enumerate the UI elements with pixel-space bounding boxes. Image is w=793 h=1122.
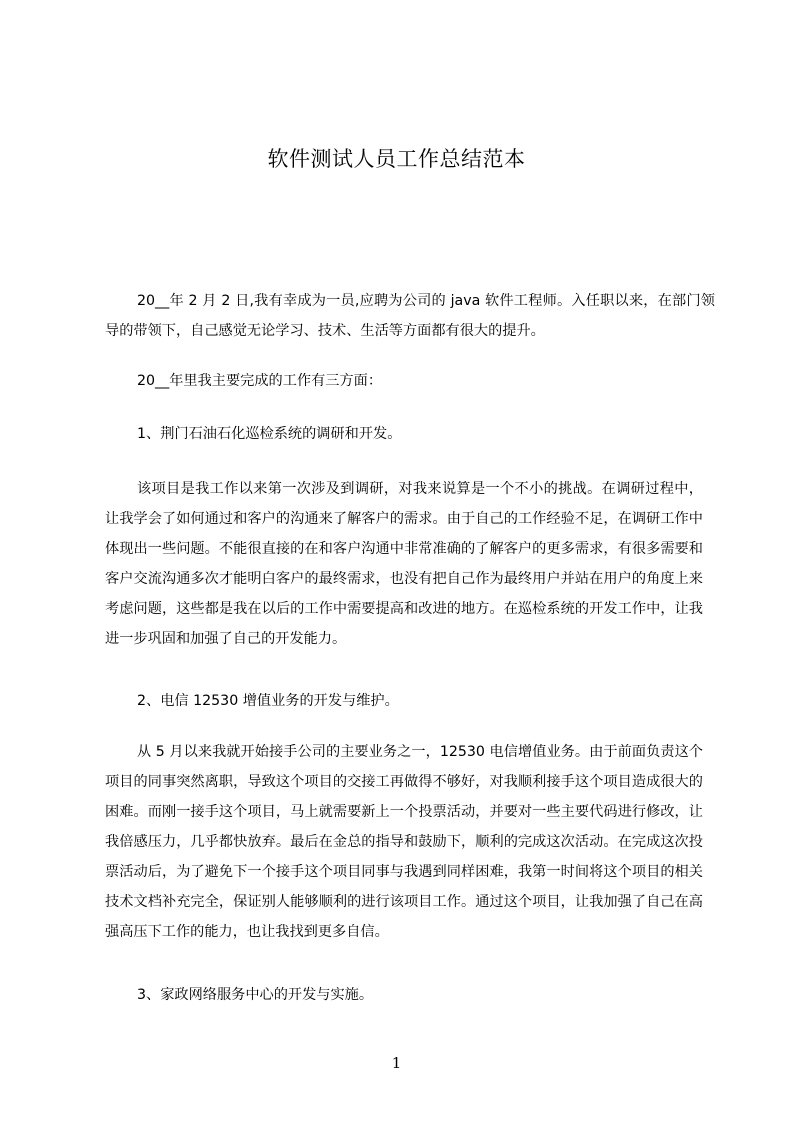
section-1-body: 该项目是我工作以来第一次涉及到调研，对我来说算是一个不小的挑战。在调研过程中，让我学会了如何通过和客户的沟通来了解客户的需求。由于自己的工作经验不足，在调研工作中体现出一些问题。不能很直接的在和客户沟通中非常准确的了解客户的更多需求，有很多需要和客户交流沟通多次才能明白客户的最终需求，也没有把自己作为最终用户并站在用户的角度上来考虑问题，这些都是我在以后的工作中需要提高和改进的地方。在巡检系统的开发工作中，让我进一步巩固和加强了自己的开发能力。 xyxy=(105,481,703,647)
section-2-heading: 2、电信 12530 增值业务的开发与维护。 xyxy=(137,693,399,709)
page-number: 1 xyxy=(391,1054,402,1072)
document-title: 软件测试人员工作总结范本 xyxy=(267,147,526,171)
section-3-heading: 3、家政网络服务中心的开发与实施。 xyxy=(137,987,374,1003)
intro-paragraph: 20__年 2 月 2 日,我有幸成为一员,应聘为公司的 java 软件工程师。入任职以来，在部门领导的带领下，自己感觉无论学习、技术、生活等方面都有很大的提升。 xyxy=(105,293,715,339)
year-summary-paragraph: 20__年里我主要完成的工作有三方面： xyxy=(137,373,383,389)
section-1-heading: 1、荆门石油石化巡检系统的调研和开发。 xyxy=(137,426,402,442)
section-2-body: 从 5 月以来我就开始接手公司的主要业务之一，12530 电信增值业务。由于前面负责这个项目的同事突然离职，导致这个项目的交接工再做得不够好，对我顺利接手这个项目造成很大的困难。而刚一接手这个项目，马上就需要新上一个投票活动，并要对一些主要代码进行修改，让我倍感压力，几乎都快放弃。最后在金总的指导和鼓励下，顺利的完成这次活动。在完成这次投票活动后，为了避免下一个接手这个项目同事与我遇到同样困难，我第一时间将这个项目的相关技术文档补充完全，保证别人能够顺利的进行该项目工作。通过这个项目，让我加强了自己在高强高压下工作的能力，也让我找到更多自信。 xyxy=(105,744,703,940)
